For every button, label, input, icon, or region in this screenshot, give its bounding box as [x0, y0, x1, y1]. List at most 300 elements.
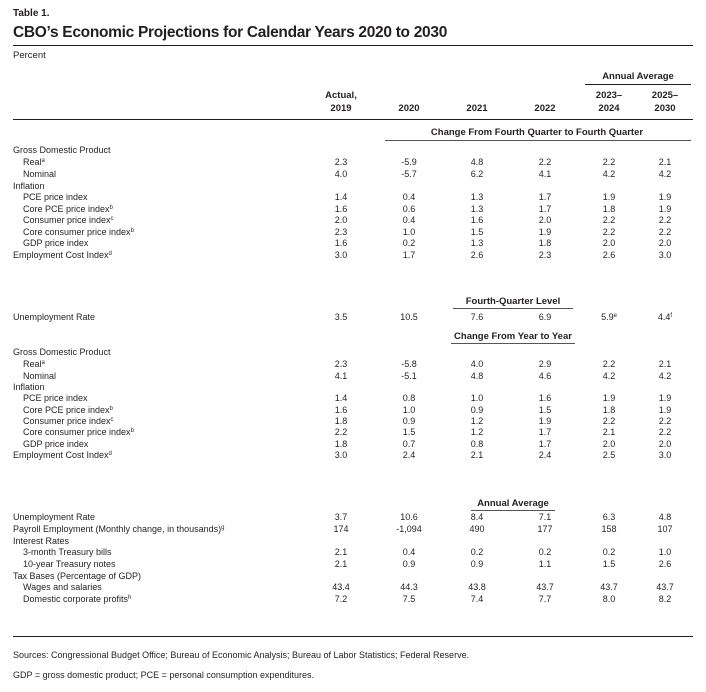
table-cell: [311, 439, 371, 451]
row-label-text: Domestic corporate profits: [23, 594, 129, 604]
table-row: [13, 204, 693, 216]
section-q4-change: Change From Fourth Quarter to Fourth Quarter: [430, 127, 644, 138]
row-label-text: Unemployment Rate: [13, 312, 96, 322]
table-row: [13, 547, 693, 559]
cell-value: 1.7: [538, 192, 552, 202]
cell-value: 4.8: [470, 371, 484, 381]
cell-value: 2.1: [658, 157, 672, 167]
cell-value: 2.1: [470, 450, 484, 460]
table-cell: [311, 204, 371, 216]
row-label: [13, 238, 88, 250]
table-cell: [379, 215, 439, 227]
row-label-text: Interest Rates: [13, 536, 70, 546]
cell-value: 2.6: [602, 250, 616, 260]
cell-value: 8.2: [658, 594, 672, 604]
table-cell: [579, 427, 639, 439]
cell-value: 2.3: [334, 227, 348, 237]
cell-value: 1.6: [470, 215, 484, 225]
header-2020: 2020: [398, 103, 420, 114]
cell-value: 2.9: [538, 359, 552, 369]
table-cell: [379, 204, 439, 216]
cell-value: 2.0: [602, 439, 616, 449]
cell-value: 1.2: [470, 416, 484, 426]
table-cell: [635, 371, 695, 383]
table-cell: [579, 582, 639, 594]
cell-value: 1.6: [334, 238, 348, 248]
footnote-marker: f: [670, 313, 673, 319]
table-cell: [635, 439, 695, 451]
table-cell: [515, 238, 575, 250]
table-cell: [579, 215, 639, 227]
cell-value: 2.4: [538, 450, 552, 460]
cell-value: 1.7: [538, 427, 552, 437]
cell-value: -5.1: [401, 371, 417, 381]
footnote-sources: Sources: Congressional Budget Office; Bureau of Economic Analysis; Bureau of Labor Statistics; Federal Reserve.: [13, 650, 470, 660]
cell-value: 2.2: [658, 227, 672, 237]
table-cell: [379, 393, 439, 405]
table-cell: [635, 227, 695, 239]
row-label-text: Real: [23, 359, 42, 369]
table-cell: [515, 169, 575, 181]
table-cell: [635, 524, 695, 536]
row-label-text: Gross Domestic Product: [13, 347, 111, 357]
cell-value: 44.3: [400, 582, 418, 592]
cell-value: 4.0: [470, 359, 484, 369]
cell-value: 1.4: [334, 393, 348, 403]
row-label: [13, 559, 116, 571]
row-label: [13, 359, 45, 371]
header-2025-2030-line1: 2025–: [651, 90, 679, 101]
table-cell: [379, 439, 439, 451]
table-cell: [579, 157, 639, 169]
cell-value: 10.6: [400, 512, 418, 522]
cell-value: 2.1: [602, 427, 616, 437]
table-cell: [515, 439, 575, 451]
cell-value: 1.5: [538, 405, 552, 415]
cell-value: 490: [469, 524, 485, 534]
cell-value: 1.9: [602, 393, 616, 403]
table-cell: [635, 169, 695, 181]
table-row: [13, 157, 693, 169]
table-cell: [635, 204, 695, 216]
section-annual-average-rule: [471, 510, 555, 511]
row-label: [13, 524, 224, 536]
row-label-text: Employment Cost Index: [13, 450, 109, 460]
table-cell: [379, 416, 439, 428]
cell-value: 2.2: [602, 227, 616, 237]
table-cell: [635, 559, 695, 571]
table-row: [13, 571, 693, 583]
table-cell: [447, 405, 507, 417]
cell-value: 2.3: [334, 157, 348, 167]
title-rule: [13, 45, 693, 46]
header-annual-average-rule: [585, 84, 691, 85]
header-annual-average: Annual Average: [602, 71, 674, 82]
cell-value: 1.9: [602, 192, 616, 202]
table-cell: [311, 371, 371, 383]
cell-value: 4.2: [658, 371, 672, 381]
row-label: [13, 169, 56, 181]
section-year-change-rule: [451, 343, 575, 344]
cell-value: 1.9: [538, 227, 552, 237]
row-label-text: Real: [23, 157, 42, 167]
row-label: [13, 371, 56, 383]
cell-value: 4.6: [538, 371, 552, 381]
cell-value: 1.9: [658, 405, 672, 415]
cell-value: 4.0: [334, 169, 348, 179]
cell-value: 1.6: [334, 204, 348, 214]
cell-value: 2.2: [538, 157, 552, 167]
cell-value: 4.2: [658, 169, 672, 179]
cell-value: 1.9: [658, 204, 672, 214]
cell-value: 4.8: [470, 157, 484, 167]
footnote-marker: c: [110, 216, 114, 222]
row-label: [13, 427, 134, 439]
cell-value: 3.0: [658, 450, 672, 460]
cell-value: 0.2: [470, 547, 484, 557]
table-cell: [635, 582, 695, 594]
header-actual-line1: Actual,: [325, 90, 357, 101]
cell-value: 2.6: [470, 250, 484, 260]
table-cell: [379, 559, 439, 571]
table-cell: [447, 524, 507, 536]
cell-value: 8.0: [602, 594, 616, 604]
cell-value: 3.0: [334, 250, 348, 260]
footnote-marker: h: [128, 595, 132, 601]
row-label-text: Inflation: [13, 181, 45, 191]
cell-value: 6.2: [470, 169, 484, 179]
table-row: [13, 215, 693, 227]
table-cell: [311, 169, 371, 181]
cell-value: 1.7: [538, 439, 552, 449]
cell-value: 7.7: [538, 594, 552, 604]
cell-value: 1.3: [470, 192, 484, 202]
table-cell: [379, 359, 439, 371]
cell-value: 1.8: [602, 204, 616, 214]
table-cell: [447, 157, 507, 169]
table-row: [13, 416, 693, 428]
cell-value: 2.2: [602, 416, 616, 426]
cell-value: 43.8: [468, 582, 486, 592]
table-row: [13, 347, 693, 359]
row-label-text: Tax Bases (Percentage of GDP): [13, 571, 142, 581]
cell-value: 2.5: [602, 450, 616, 460]
footnote-marker: c: [110, 417, 114, 423]
table-cell: [579, 594, 639, 606]
table-cell: [579, 416, 639, 428]
cell-value: 43.7: [600, 582, 618, 592]
footnote-marker: a: [41, 360, 45, 366]
table-cell: [379, 169, 439, 181]
cell-value: 3.0: [334, 450, 348, 460]
row-label: [13, 347, 111, 359]
cell-value: 1.5: [602, 559, 616, 569]
cell-value: 1.4: [334, 192, 348, 202]
table-cell: [447, 371, 507, 383]
table-row: [13, 192, 693, 204]
table-cell: [635, 594, 695, 606]
table-cell: [447, 582, 507, 594]
table-cell: [515, 524, 575, 536]
cell-value: 43.4: [332, 582, 350, 592]
table-cell: [379, 524, 439, 536]
table-cell: [515, 450, 575, 462]
row-label-text: Wages and salaries: [23, 582, 102, 592]
table-cell: [515, 427, 575, 439]
header-2022: 2022: [534, 103, 556, 114]
table-cell: [311, 512, 371, 524]
cell-value: 5.9: [601, 312, 614, 322]
cell-value: 3.5: [334, 312, 348, 322]
table-cell: [515, 371, 575, 383]
footnote-marker: e: [613, 313, 617, 319]
row-label: [13, 145, 111, 157]
cell-value: 1.7: [402, 250, 416, 260]
row-label-text: Nominal: [23, 169, 57, 179]
cell-value: 4.2: [602, 169, 616, 179]
table-row: [13, 169, 693, 181]
table-cell: [311, 582, 371, 594]
row-label: [13, 547, 112, 559]
table-cell: [379, 405, 439, 417]
cell-value: -5.8: [401, 359, 417, 369]
row-label: [13, 312, 95, 324]
cell-value: 7.1: [538, 512, 552, 522]
cell-value: 0.9: [402, 416, 416, 426]
table-cell: [635, 238, 695, 250]
table-cell: [579, 371, 639, 383]
table-row: [13, 582, 693, 594]
cell-value: 2.2: [602, 157, 616, 167]
table-cell: [579, 512, 639, 524]
cell-value: 0.6: [402, 204, 416, 214]
table-cell: [515, 512, 575, 524]
table-row: [13, 594, 693, 606]
cell-value: 2.6: [658, 559, 672, 569]
table-cell: [635, 215, 695, 227]
table-row: [13, 312, 693, 324]
cell-value: 107: [657, 524, 673, 534]
cell-value: 2.2: [602, 215, 616, 225]
table-cell: [579, 192, 639, 204]
cell-value: 1.9: [658, 393, 672, 403]
table-cell: [311, 192, 371, 204]
table-cell: [635, 250, 695, 262]
cell-value: 43.7: [536, 582, 554, 592]
table-cell: [515, 559, 575, 571]
table-cell: [447, 192, 507, 204]
row-label: [13, 192, 88, 204]
header-actual-line2: 2019: [330, 103, 352, 114]
table-cell: [635, 192, 695, 204]
table-cell: [515, 416, 575, 428]
table-row: [13, 393, 693, 405]
table-cell: [447, 169, 507, 181]
cell-value: 1.0: [470, 393, 484, 403]
row-label: [13, 405, 113, 417]
row-label: [13, 393, 88, 405]
row-label: [13, 594, 131, 606]
table-cell: [379, 238, 439, 250]
footnote-marker: a: [41, 158, 45, 164]
row-label: [13, 571, 141, 583]
cell-value: 2.2: [658, 416, 672, 426]
table-cell: [311, 238, 371, 250]
cell-value: 4.8: [658, 512, 672, 522]
cell-value: -1,094: [396, 524, 422, 534]
row-label-text: GDP price index: [23, 238, 89, 248]
table-cell: [311, 416, 371, 428]
cell-value: 2.0: [602, 238, 616, 248]
table-cell: [579, 524, 639, 536]
table-cell: [447, 512, 507, 524]
table-cell: [579, 439, 639, 451]
section-annual-average: Annual Average: [477, 498, 549, 509]
cell-value: 1.8: [334, 416, 348, 426]
header-2021: 2021: [466, 103, 488, 114]
table-cell: [447, 393, 507, 405]
table-cell: [379, 594, 439, 606]
cell-value: 2.0: [538, 215, 552, 225]
cell-value: 0.2: [402, 238, 416, 248]
table-row: [13, 238, 693, 250]
cell-value: 2.2: [334, 427, 348, 437]
cell-value: 1.5: [402, 427, 416, 437]
section-q4-level-rule: [453, 308, 573, 309]
cell-value: 0.9: [402, 559, 416, 569]
table-row: [13, 450, 693, 462]
cell-value: 158: [601, 524, 617, 534]
table-cell: [579, 393, 639, 405]
row-label: [13, 215, 114, 227]
unit-label: Percent: [13, 50, 46, 61]
cell-value: 1.6: [334, 405, 348, 415]
table-cell: [515, 312, 575, 324]
table-cell: [379, 312, 439, 324]
row-label: [13, 204, 113, 216]
cell-value: 6.9: [538, 312, 552, 322]
cell-value: 2.1: [334, 547, 348, 557]
row-label-text: Core consumer price index: [23, 227, 131, 237]
row-label-text: PCE price index: [23, 192, 88, 202]
table-cell: [447, 238, 507, 250]
cell-value: 4.1: [334, 371, 348, 381]
row-label: [13, 439, 88, 451]
cell-value: 1.1: [538, 559, 552, 569]
cell-value: 7.2: [334, 594, 348, 604]
cell-value: 1.6: [538, 393, 552, 403]
table-cell: [447, 439, 507, 451]
cell-value: 6.3: [602, 512, 616, 522]
table-cell: [379, 250, 439, 262]
table-cell: [515, 405, 575, 417]
row-label: [13, 382, 45, 394]
table-cell: [579, 312, 639, 324]
cell-value: 7.4: [470, 594, 484, 604]
footnote-marker: b: [130, 228, 134, 234]
cell-value: 2.2: [658, 215, 672, 225]
table-cell: [579, 204, 639, 216]
cell-value: 7.5: [402, 594, 416, 604]
table-cell: [447, 312, 507, 324]
table-cell: [447, 427, 507, 439]
cell-value: 0.4: [402, 192, 416, 202]
table-cell: [515, 594, 575, 606]
table-cell: [447, 450, 507, 462]
cell-value: 174: [333, 524, 349, 534]
cell-value: 8.4: [470, 512, 484, 522]
cell-value: 4.2: [602, 371, 616, 381]
cell-value: 1.3: [470, 204, 484, 214]
table-cell: [515, 215, 575, 227]
table-cell: [579, 250, 639, 262]
cell-value: 0.4: [402, 547, 416, 557]
cell-value: 1.3: [470, 238, 484, 248]
table-cell: [311, 427, 371, 439]
table-cell: [515, 547, 575, 559]
cell-value: 2.2: [602, 359, 616, 369]
cell-value: 43.7: [656, 582, 674, 592]
table-cell: [515, 582, 575, 594]
table-row: [13, 405, 693, 417]
cell-value: 4.4: [657, 312, 671, 322]
row-label-text: Employment Cost Index: [13, 250, 109, 260]
table-row: [13, 427, 693, 439]
row-label-text: Consumer price index: [23, 416, 111, 426]
table-cell: [379, 547, 439, 559]
table-cell: [379, 512, 439, 524]
cell-value: 3.0: [658, 250, 672, 260]
cell-value: 2.0: [658, 238, 672, 248]
cell-value: 1.8: [334, 439, 348, 449]
table-cell: [635, 312, 695, 324]
table-cell: [635, 427, 695, 439]
table-cell: [447, 559, 507, 571]
table-cell: [379, 157, 439, 169]
table-cell: [635, 416, 695, 428]
table-cell: [579, 547, 639, 559]
table-cell: [311, 547, 371, 559]
cell-value: 4.1: [538, 169, 552, 179]
cell-value: 177: [537, 524, 553, 534]
table-cell: [579, 169, 639, 181]
header-2025-2030-line2: 2030: [654, 103, 676, 114]
table-cell: [311, 359, 371, 371]
header-2023-2024-line2: 2024: [598, 103, 620, 114]
section-q4-change-rule: [385, 140, 691, 141]
footnote-marker: b: [109, 205, 113, 211]
footnote-marker: g: [221, 525, 225, 531]
table-cell: [311, 250, 371, 262]
row-label-text: Unemployment Rate: [13, 512, 96, 522]
cell-value: 10.5: [400, 312, 418, 322]
cell-value: 0.2: [602, 547, 616, 557]
row-label: [13, 416, 114, 428]
row-label-text: Payroll Employment (Monthly change, in thousands): [13, 524, 222, 534]
footnote-marker: d: [108, 251, 112, 257]
table-cell: [635, 512, 695, 524]
table-cell: [635, 450, 695, 462]
row-label: [13, 157, 45, 169]
table-row: [13, 536, 693, 548]
table-label: Table 1.: [13, 8, 50, 19]
table-cell: [579, 227, 639, 239]
table-cell: [447, 416, 507, 428]
table-cell: [579, 559, 639, 571]
row-label: [13, 450, 112, 462]
table-row: [13, 145, 693, 157]
cell-value: 2.1: [334, 559, 348, 569]
